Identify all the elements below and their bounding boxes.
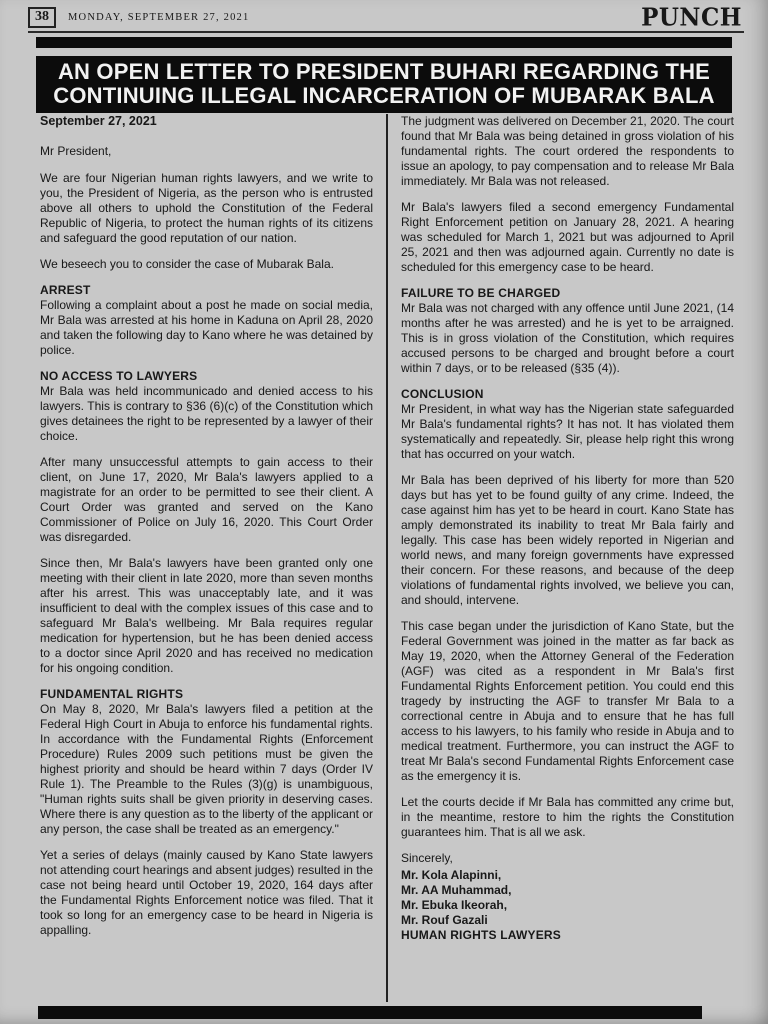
letter-paragraph: We beseech you to consider the case of Mubarak Bala. — [40, 257, 334, 271]
bottom-black-bar — [38, 1006, 702, 1019]
letter-paragraph: This case began under the jurisdiction of Kano State, but the Federal Government was joined in the matter as far back as May 19, 2020, when the Attorney General of the Federation (AGF) was cited as a respondent in Mr Bala's first Fundamental Rights Enforcement petition. You could end this tragedy by instructing the AGF to transfer Mr Bala to a correctional centre in Abuja and to ensure that he has full access to his lawyers, to his family who reside in Abuja and to medical treatment. Furthermore, you can instruct the AGF to treat Mr Bala's second Fundamental Rights Enforcement case as the emergency it is. — [401, 619, 734, 783]
letter-paragraph: We are four Nigerian human rights lawyers, and we write to you, the President of Nigeria, as the person who is entrusted above all others to uphold the Constitution of the Federal Republic of Nigeria, to protect the human rights of its citizens and safeguard the good reputation of our nation. — [40, 171, 373, 245]
headline-line-1: AN OPEN LETTER TO PRESIDENT BUHARI REGARDING THE — [57, 59, 711, 84]
closing-line: Sincerely, — [401, 851, 453, 865]
section-heading: ARREST — [40, 283, 91, 297]
punch-masthead-logo: PUNCH — [641, 2, 742, 32]
letter-paragraph: The judgment was delivered on December 21, 2020. The court found that Mr Bala was being detained in gross violation of his fundamental rights. The court ordered the respondents to issue an apology, to pay compensation and to release Mr Bala immediately. Mr Bala was not released. — [401, 114, 734, 188]
letter-paragraph: After many unsuccessful attempts to gain access to their client, on June 17, 2020, Mr Bala's lawyers applied to a magistrate for an order to be permitted to see their client. A Court Order was granted and served on the Kano Commissioner of Police on July 16, 2020. This Court Order was disregarded. — [40, 455, 373, 544]
page-number: 38 — [28, 7, 56, 28]
column-right — [388, 114, 734, 1002]
signatory-title: HUMAN RIGHTS LAWYERS — [401, 928, 561, 942]
letter-paragraph: Let the courts decide if Mr Bala has committed any crime but, in the meantime, restore to him the rights the Constitution guarantees him. That is all we ask. — [401, 795, 734, 839]
letter-paragraph: Mr Bala was held incommunicado and denied access to his lawyers. This is contrary to §36 (6)(c) of the Constitution which gives detainees the right to be represented by a lawyer of their choice. — [40, 384, 373, 443]
signatory-name: Mr. Rouf Gazali — [401, 913, 488, 927]
column-left — [40, 114, 386, 1002]
top-black-bar — [36, 37, 732, 48]
section-heading: NO ACCESS TO LAWYERS — [40, 369, 198, 383]
letter-paragraph: Yet a series of delays (mainly caused by Kano State lawyers not attending court hearings and absent judges) resulted in the case not being heard until October 19, 2020, 164 days after the Fundamental Rights Enforcement notice was filed. That it took so long for an emergency case to be heard in Nigeria is appalling. — [40, 848, 373, 937]
section-heading: FUNDAMENTAL RIGHTS — [40, 687, 184, 701]
headline-line-2: CONTINUING ILLEGAL INCARCERATION OF MUBARAK BALA — [53, 83, 715, 108]
headline-banner — [36, 56, 732, 113]
signatory-name: Mr. Ebuka Ikeorah, — [401, 898, 508, 912]
salutation: Mr President, — [40, 144, 112, 158]
page-header — [28, 4, 742, 30]
letter-paragraph: Mr Bala's lawyers filed a second emergency Fundamental Right Enforcement petition on January 28, 2021. A hearing was scheduled for March 1, 2021 but was adjourned to April 25, 2021 and then was adjourned again. Currently no date is scheduled for this emergency case to be heard. — [401, 200, 734, 274]
letter-paragraph: On May 8, 2020, Mr Bala's lawyers filed a petition at the Federal High Court in Abuja to enforce his fundamental rights. In accordance with the Fundamental Rights (Enforcement Procedure) Rules 2009 such petitions must be given the highest priority and should be heard within 7 days (Order IV Rule 1). The Preamble to the Rules (3)(g) is unambiguous, "Human rights suits shall be given priority in deserving cases. Where there is any question as to the liberty of the applicant or any person, the case shall be treated as an emergency." — [40, 702, 373, 836]
section-heading: FAILURE TO BE CHARGED — [401, 286, 561, 300]
letter-paragraph: Following a complaint about a post he made on social media, Mr Bala was arrested at his home in Kaduna on April 28, 2020 and taken the following day to Kano where he was detained by police. — [40, 298, 373, 357]
letter-body — [40, 114, 734, 1002]
letter-paragraph: Mr Bala has been deprived of his liberty for more than 520 days but has yet to be found guilty of any crime. Indeed, the case against him has yet to be heard in court. Kano State has amply demonstrated its inability to treat Mr Bala fairly and legally. This case has been widely reported in Nigerian and world news, and many foreign governments have expressed their concern. For these reasons, and because of the deep violations of fundamental rights involved, we believe you can, and should, intervene. — [401, 473, 734, 607]
header-rule — [28, 31, 744, 33]
signatory-name: Mr. Kola Alapinni, — [401, 868, 502, 882]
letter-paragraph: Since then, Mr Bala's lawyers have been granted only one meeting with their client in late 2020, more than seven months after his arrest. This was unacceptably late, and it was insufficient to deal with the complex issues of this case and to safeguard Mr Bala's wellbeing. Mr Bala requires regular medication for hypertension, but he has been denied access to a doctor since April 2020 and has received no medication for his ongoing condition. — [40, 556, 373, 675]
signatory-name: Mr. AA Muhammad, — [401, 883, 512, 897]
letter-date: September 27, 2021 — [40, 114, 157, 128]
section-heading: CONCLUSION — [401, 387, 484, 401]
edition-date: MONDAY, SEPTEMBER 27, 2021 — [68, 11, 250, 23]
letter-paragraph: Mr Bala was not charged with any offence until June 2021, (14 months after he was arrested) and he is yet to be arraigned. This is in gross violation of the Constitution, which requires accused persons to be charged and brought before a court within 7 days, or to be released (§35 (4)). — [401, 301, 734, 375]
letter-paragraph: Mr President, in what way has the Nigerian state safeguarded Mr Bala's fundamental rights? It has not. It has violated them systematically and repeatedly. Sir, please help right this wrong that has occurred on your watch. — [401, 402, 734, 461]
